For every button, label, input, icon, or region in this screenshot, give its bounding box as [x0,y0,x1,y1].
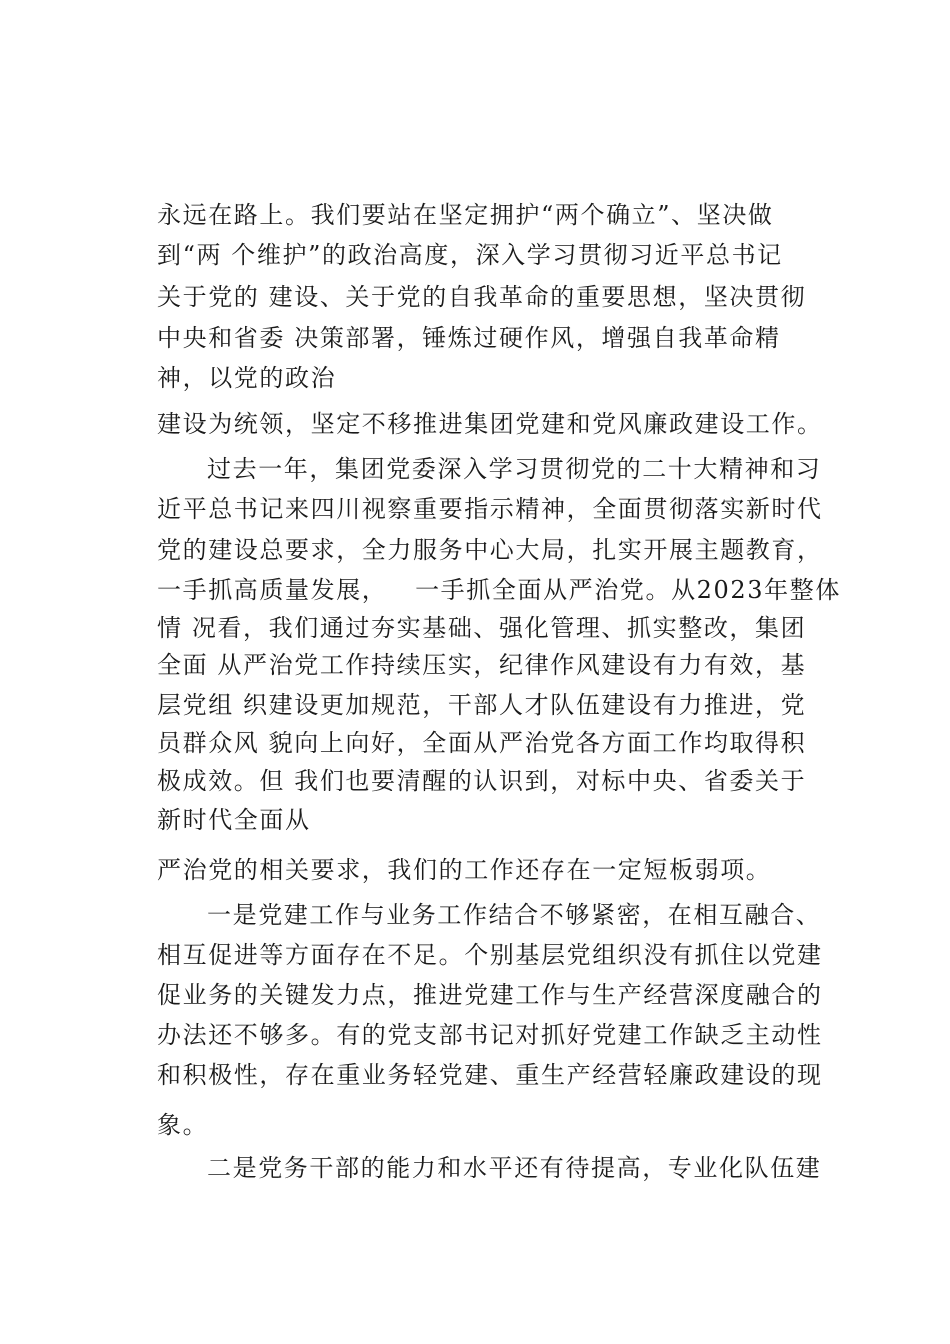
text-line: 新时代全面从 [157,806,311,834]
text-line: 关于党的 建设、关于党的自我革命的重要思想，坚决贯彻 [157,283,807,311]
text-line: 全面 从严治党工作持续压实，纪律作风建设有力有效，基 [157,651,807,679]
text-line: 永远在路上。我们要站在坚定拥护“两个确立”、坚决做 [157,201,774,229]
text-line: 促业务的关键发力点，推进党建工作与生产经营深度融合的 [157,981,823,1009]
text-line: 一手抓高质量发展， 一手抓全面从严治党。从2023年整体 [157,576,841,604]
text-line: 一是党建工作与业务工作结合不够紧密，在相互融合、 [207,901,822,929]
text-line: 党的建设总要求，全力服务中心大局，扎实开展主题教育， [157,536,823,564]
text-line: 层党组 织建设更加规范，干部人才队伍建设有力推进，党 [157,691,807,719]
text-line: 相互促进等方面存在不足。个别基层党组织没有抓住以党建 [157,941,823,969]
text-line: 办法还不够多。有的党支部书记对抓好党建工作缺乏主动性 [157,1021,823,1049]
text-line: 情 况看，我们通过夯实基础、强化管理、抓实整改，集团 [157,614,807,642]
text-line: 二是党务干部的能力和水平还有待提高，专业化队伍建 [207,1154,822,1182]
text-line: 员群众风 貌向上向好，全面从严治党各方面工作均取得积 [157,729,807,757]
text-line: 建设为统领，坚定不移推进集团党建和党风廉政建设工作。 [157,410,823,438]
text-line: 严治党的相关要求，我们的工作还存在一定短板弱项。 [157,856,772,884]
text-line: 极成效。但 我们也要清醒的认识到，对标中央、省委关于 [157,767,807,795]
text-line: 近平总书记来四川视察重要指示精神，全面贯彻落实新时代 [157,495,823,523]
text-line: 中央和省委 决策部署，锤炼过硬作风，增强自我革命精 [157,324,781,352]
text-line: 到“两 个维护”的政治高度，深入学习贯彻习近平总书记 [157,241,783,269]
text-line: 象。 [157,1111,209,1139]
text-line: 过去一年，集团党委深入学习贯彻党的二十大精神和习 [207,455,822,483]
text-line: 神，以党的政治 [157,364,337,392]
text-line: 和积极性，存在重业务轻党建、重生产经营轻廉政建设的现 [157,1061,823,1089]
